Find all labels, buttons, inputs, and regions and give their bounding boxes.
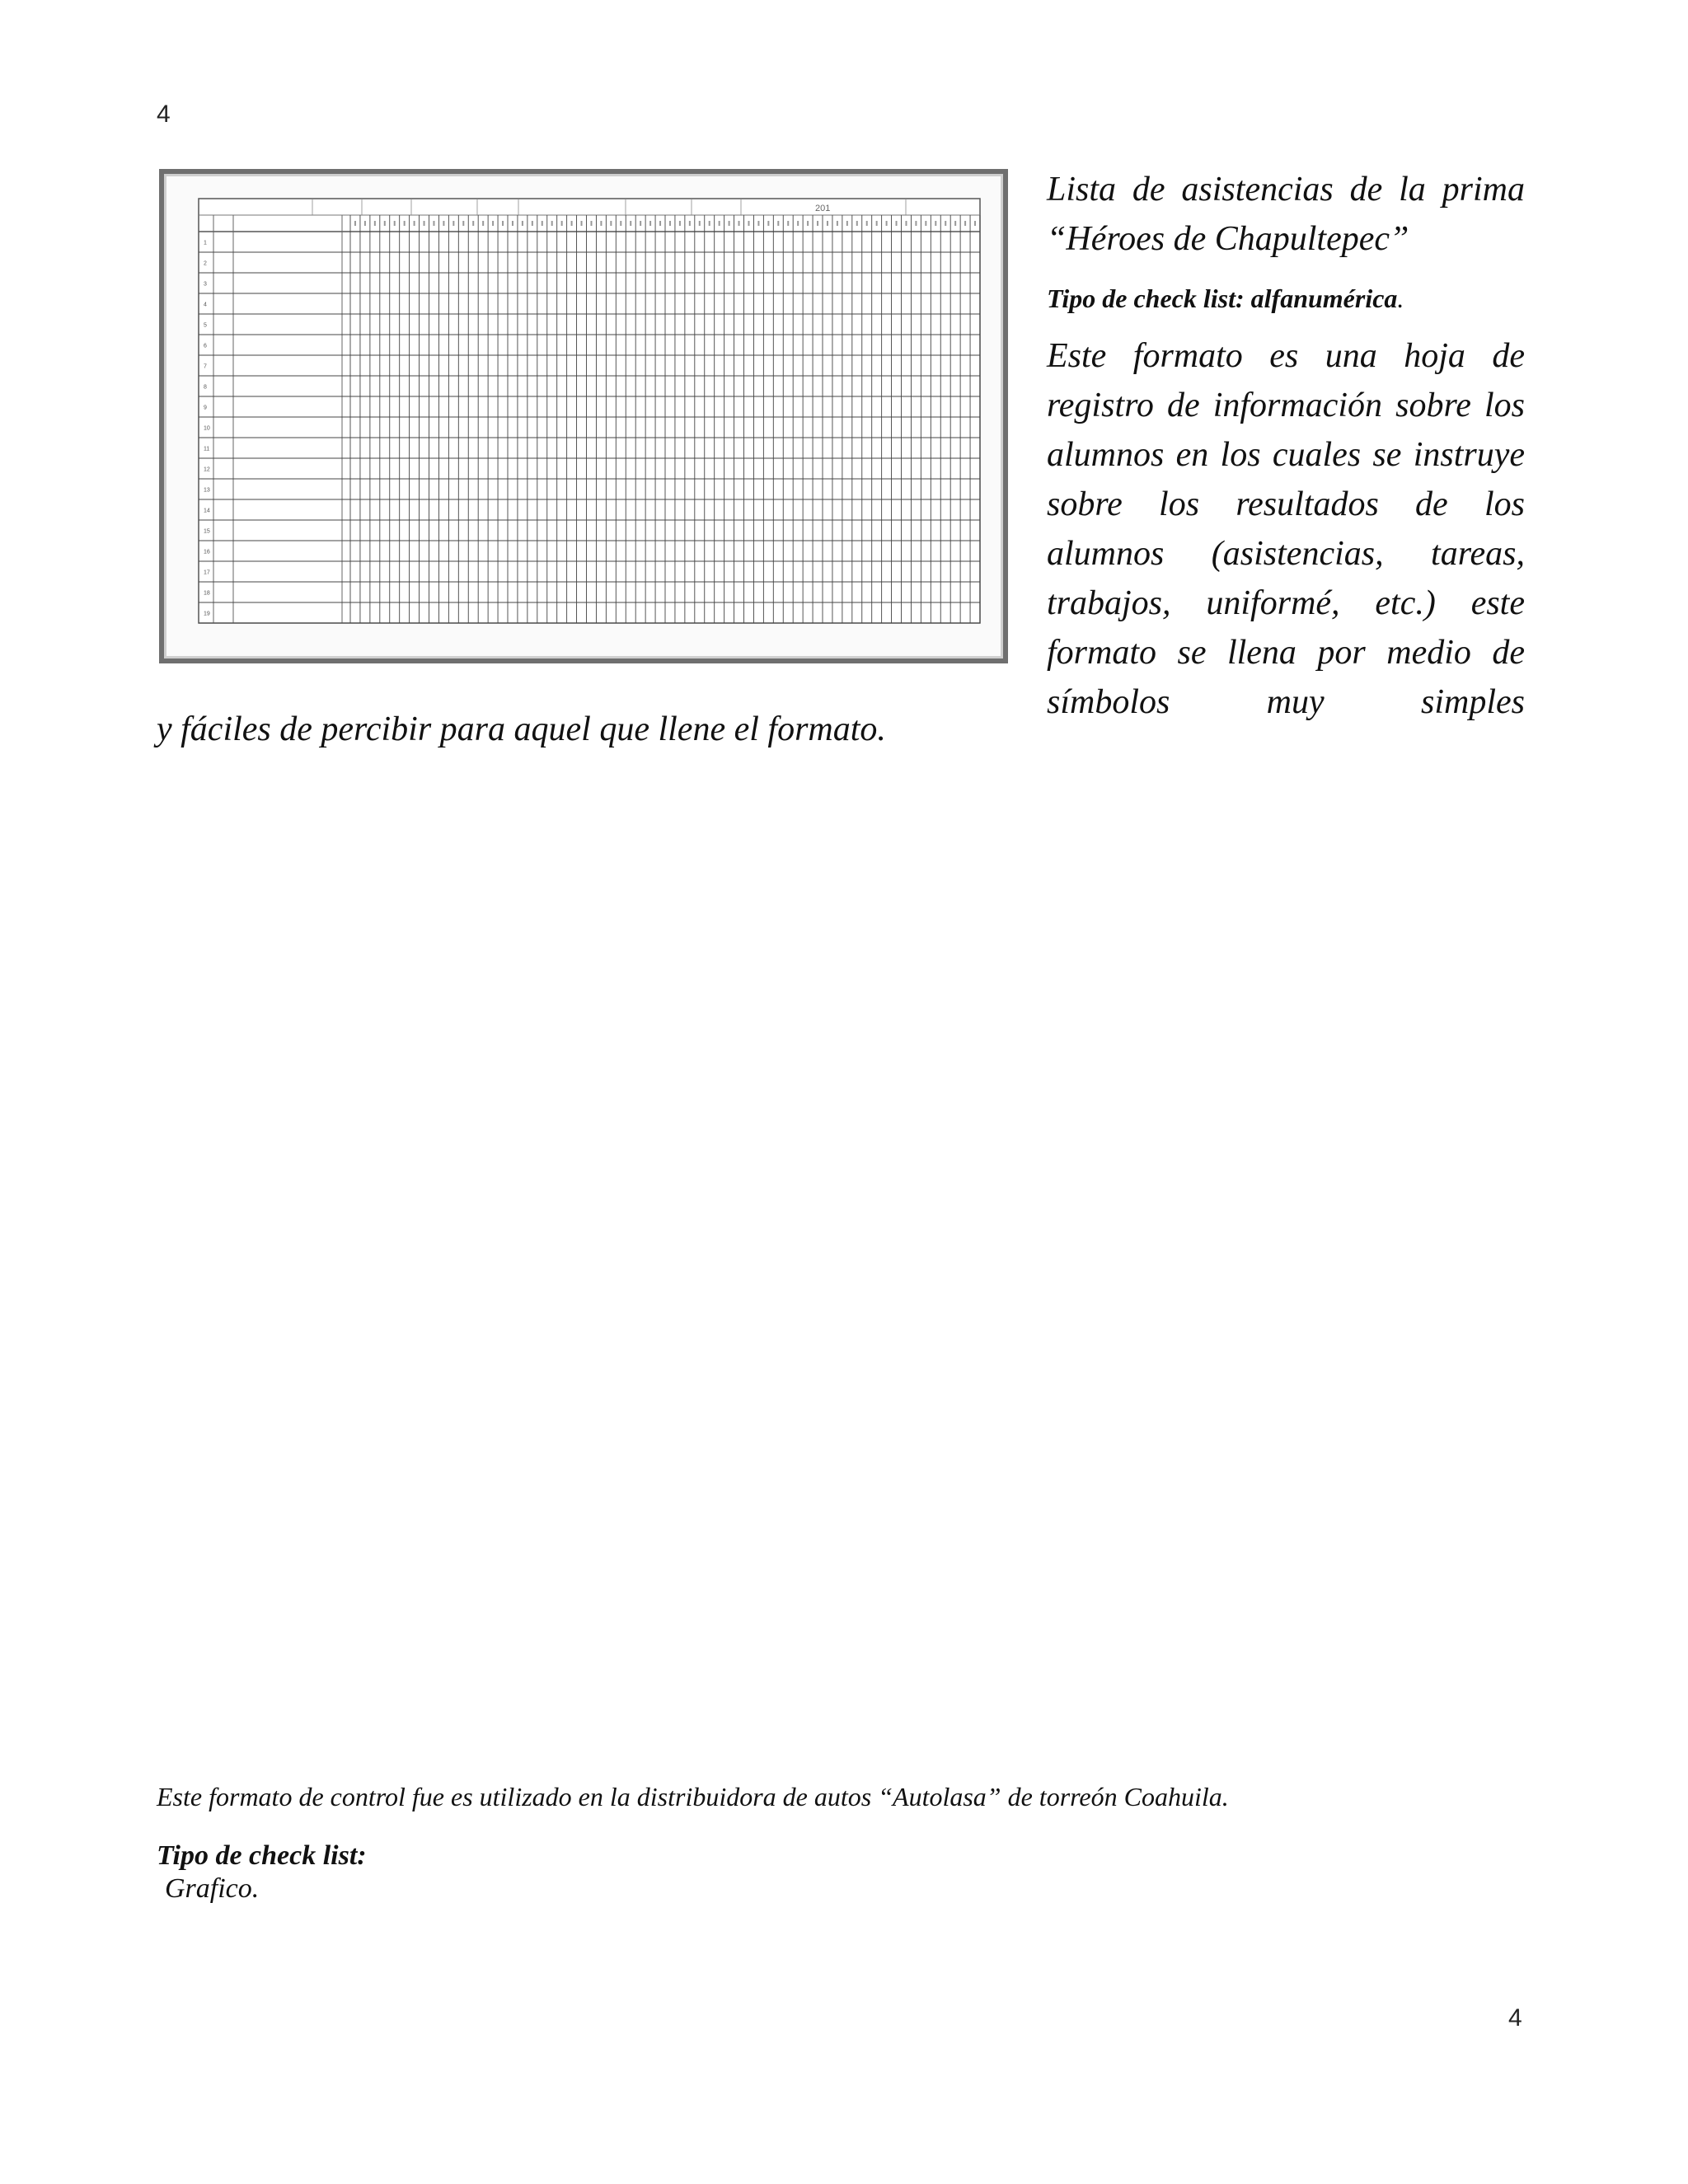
- attendance-sheet-grid: [164, 174, 1003, 658]
- sheet-day-header-mark: [620, 221, 621, 226]
- sheet-day-header-mark: [719, 221, 720, 226]
- checklist-type-line: [1047, 282, 1525, 315]
- sheet-row-number: 17: [204, 569, 210, 576]
- sheet-day-header-mark: [787, 221, 789, 226]
- attendance-sheet-image: [159, 169, 1008, 663]
- sheet-day-header-mark: [354, 221, 356, 226]
- page-number-top: 4: [157, 101, 171, 128]
- sheet-day-header-mark: [374, 221, 376, 226]
- sheet-day-header-mark: [424, 221, 425, 226]
- sheet-row-number: 7: [204, 363, 207, 370]
- sheet-day-header-mark: [590, 221, 592, 226]
- sheet-row-number: 4: [204, 302, 207, 308]
- sheet-row-number: 6: [204, 343, 207, 349]
- sheet-day-header-mark: [945, 221, 946, 226]
- sheet-row-number: 15: [204, 528, 210, 535]
- sheet-row-number: 16: [204, 549, 210, 555]
- right-column: [1047, 165, 1525, 727]
- sheet-day-header-mark: [581, 221, 583, 226]
- sheet-day-header-mark: [817, 221, 818, 226]
- sheet-day-header-mark: [748, 221, 749, 226]
- checklist-type-label: Tipo de check list: alfanumérica: [1047, 284, 1398, 313]
- sheet-day-header-mark: [689, 221, 691, 226]
- sheet-day-header-mark: [551, 221, 553, 226]
- sheet-day-header-mark: [974, 221, 976, 226]
- sheet-day-header-mark: [846, 221, 848, 226]
- page-number-bottom: 4: [1508, 2004, 1522, 2032]
- sheet-day-header-mark: [954, 221, 956, 226]
- sheet-day-header-mark: [797, 221, 799, 226]
- sheet-row-number: 9: [204, 405, 207, 411]
- second-type-label: Tipo de check list:: [157, 1840, 367, 1871]
- sheet-day-header-mark: [669, 221, 671, 226]
- sheet-day-header-mark: [757, 221, 759, 226]
- sheet-row-number: 12: [204, 466, 210, 473]
- sheet-day-header-mark: [777, 221, 779, 226]
- second-checklist-type: [157, 1840, 367, 1905]
- sheet-row-number: 19: [204, 611, 210, 617]
- sheet-row-number: 13: [204, 487, 210, 494]
- sheet-day-header-mark: [649, 221, 651, 226]
- sheet-day-header-mark: [699, 221, 701, 226]
- sheet-day-header-mark: [522, 221, 523, 226]
- sheet-day-header-mark: [472, 221, 474, 226]
- sheet-row-number: 8: [204, 384, 207, 391]
- sheet-header-value: 201: [815, 204, 831, 213]
- sheet-day-header-mark: [492, 221, 494, 226]
- sheet-day-header-mark: [640, 221, 641, 226]
- sheet-row-number: 3: [204, 281, 207, 288]
- sheet-day-header-mark: [856, 221, 858, 226]
- sheet-day-header-mark: [876, 221, 878, 226]
- sheet-day-header-mark: [935, 221, 936, 226]
- sheet-day-header-mark: [610, 221, 612, 226]
- sheet-day-header-mark: [532, 221, 533, 226]
- sheet-day-header-mark: [433, 221, 434, 226]
- sheet-day-header-mark: [896, 221, 898, 226]
- sheet-day-header-mark: [394, 221, 396, 226]
- sheet-day-header-mark: [452, 221, 454, 226]
- sheet-day-header-mark: [443, 221, 444, 226]
- sheet-day-header-mark: [600, 221, 602, 226]
- sheet-day-header-mark: [404, 221, 406, 226]
- second-type-value: Grafico.: [165, 1873, 260, 1904]
- sheet-day-header-mark: [964, 221, 966, 226]
- sheet-row-number: 11: [204, 446, 210, 452]
- sheet-day-header-mark: [925, 221, 926, 226]
- sheet-day-header-mark: [512, 221, 513, 226]
- checklist-type-suffix: .: [1397, 284, 1404, 313]
- sheet-row-number: 14: [204, 508, 210, 514]
- sheet-day-header-mark: [542, 221, 543, 226]
- sheet-day-header-mark: [630, 221, 631, 226]
- sheet-day-header-mark: [709, 221, 710, 226]
- figure-caption: Lista de asistencias de la prima “Héroes de Chapultepec”: [1047, 171, 1525, 258]
- description-continuation: y fáciles de percibir para aquel que llene el formato.: [157, 710, 886, 748]
- sheet-day-header-mark: [767, 221, 769, 226]
- sheet-row-number: 10: [204, 425, 210, 432]
- sheet-day-header-mark: [364, 221, 366, 226]
- sheet-day-header-mark: [729, 221, 730, 226]
- sheet-day-header-mark: [827, 221, 828, 226]
- sheet-row-number: 5: [204, 322, 207, 329]
- sheet-row-number: 18: [204, 590, 210, 597]
- sheet-day-header-mark: [659, 221, 661, 226]
- sheet-day-header-mark: [915, 221, 917, 226]
- sheet-day-header-mark: [571, 221, 573, 226]
- sheet-day-header-mark: [414, 221, 415, 226]
- sheet-day-header-mark: [679, 221, 681, 226]
- sheet-day-header-mark: [482, 221, 484, 226]
- sheet-row-number: 2: [204, 260, 207, 267]
- autolasa-note: Este formato de control fue es utilizado en la distribuidora de autos “Autolasa” de torreón Coahuila.: [157, 1782, 1229, 1811]
- sheet-day-header-mark: [807, 221, 809, 226]
- sheet-day-header-mark: [905, 221, 907, 226]
- sheet-day-header-mark: [384, 221, 386, 226]
- sheet-frame: [199, 199, 980, 623]
- sheet-row-number: 1: [204, 240, 207, 246]
- sheet-day-header-mark: [886, 221, 888, 226]
- sheet-day-header-mark: [866, 221, 868, 226]
- sheet-day-header-mark: [837, 221, 838, 226]
- sheet-day-header-mark: [502, 221, 504, 226]
- sheet-day-header-mark: [738, 221, 740, 226]
- sheet-day-header-mark: [561, 221, 563, 226]
- sheet-day-header-mark: [462, 221, 464, 226]
- format-description: Este formato es una hoja de registro de información sobre los alumnos en los cuales se instruye sobre los resultados de los alumnos (asistencias, tareas, trabajos, uniformé, etc.) este formato se llena por medio de símbolos muy simples: [1047, 337, 1525, 721]
